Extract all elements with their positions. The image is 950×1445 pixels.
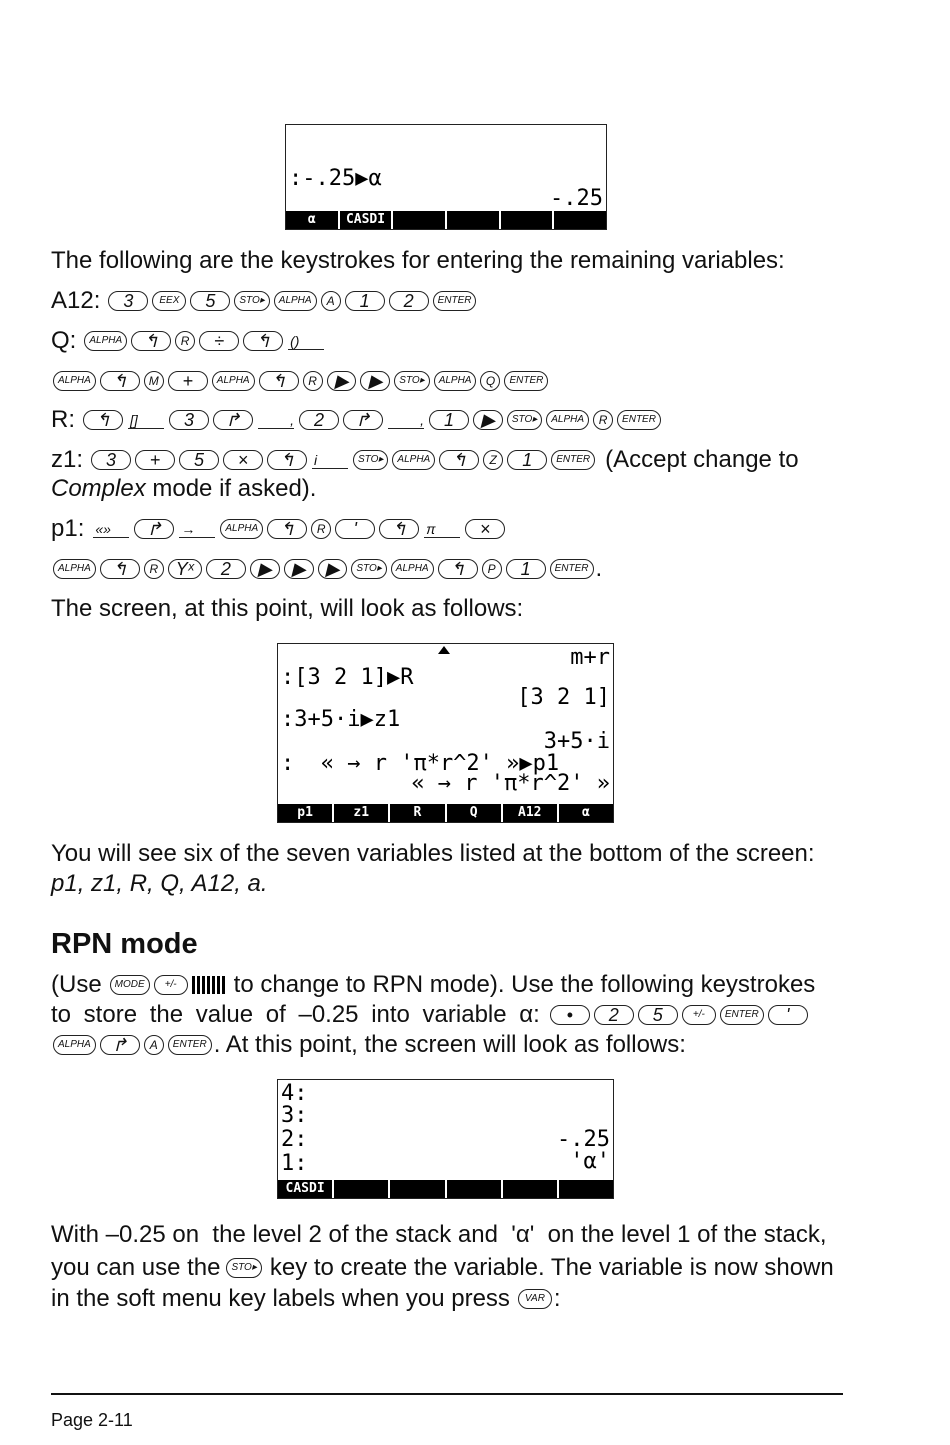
final-line-2 (51, 1253, 834, 1283)
stack-level-2: 2: (281, 1127, 308, 1152)
softkey: CASDI (278, 1180, 334, 1198)
key-plus: + (168, 371, 208, 391)
key-m: M (144, 371, 164, 391)
screen2-softmenu (278, 804, 613, 822)
screen1-line2: -.25 (550, 186, 603, 211)
rpn-text-4: . At this point, the screen will look as follows: (213, 1031, 686, 1058)
key-z: Z (483, 450, 503, 470)
key-alpha: ALPHA (53, 559, 96, 579)
stack-level-4: 4: (281, 1081, 308, 1106)
key-5: 5 (179, 450, 219, 470)
key-eex: EEX (152, 291, 186, 311)
key-tick: ' (335, 519, 375, 539)
key-sto: STO▸ (351, 559, 386, 579)
key-right-arrow: ▶ (327, 371, 357, 391)
six-vars-list: p1, z1, R, Q, A12, a. (51, 870, 268, 897)
key-sto: STO▸ (507, 410, 542, 430)
key-left-shift: ↰ (83, 410, 123, 430)
key-plusminus: +/- (154, 975, 188, 995)
sub-program-delimiters: «» (93, 521, 129, 538)
final-text-3b: : (553, 1285, 561, 1312)
key-enter: ENTER (433, 291, 477, 311)
key-enter: ENTER (168, 1035, 212, 1055)
key-r: R (175, 331, 195, 351)
key-alpha: ALPHA (84, 331, 127, 351)
q-label: Q: (51, 327, 77, 354)
key-alpha: ALPHA (546, 410, 589, 430)
key-1: 1 (507, 450, 547, 470)
key-alpha: ALPHA (391, 559, 434, 579)
footer-rule (51, 1393, 843, 1395)
key-divide: ÷ (199, 331, 239, 351)
key-enter: ENTER (551, 450, 595, 470)
key-1: 1 (506, 559, 546, 579)
softkey (501, 211, 555, 229)
sub-parentheses: () (288, 333, 324, 350)
softkey-alpha: α (582, 805, 590, 820)
key-5: 5 (190, 291, 230, 311)
key-5: 5 (638, 1005, 678, 1025)
screen1-line1: :-.25▶α (289, 166, 382, 191)
key-right-arrow: ▶ (318, 559, 348, 579)
r-label: R: (51, 406, 75, 433)
key-left-shift: ↰ (100, 559, 140, 579)
key-enter: ENTER (617, 410, 661, 430)
rpn-line-3 (51, 1030, 686, 1060)
key-enter: ENTER (720, 1005, 764, 1025)
softkey: CASDI (340, 211, 394, 229)
final-line-3 (51, 1284, 561, 1314)
z1-keystrokes (51, 445, 799, 475)
key-2: 2 (206, 559, 246, 579)
screen2-top-right: m+r (570, 645, 610, 670)
screen1-softmenu (286, 211, 606, 229)
softkey (393, 211, 447, 229)
key-left-shift: ↰ (259, 371, 299, 391)
a12-label: A12: (51, 287, 101, 314)
key-2: 2 (389, 291, 429, 311)
key-left-shift: ↰ (438, 559, 478, 579)
screen2-line5: : « → r 'π*r^2' »▶p1 (281, 751, 560, 776)
key-sto: STO▸ (394, 371, 429, 391)
key-r: R (311, 519, 331, 539)
key-r: R (593, 410, 613, 430)
key-times: × (223, 450, 263, 470)
key-sto: STO▸ (234, 291, 269, 311)
z1-note-continued (51, 474, 316, 504)
key-var: VAR (518, 1289, 552, 1309)
q-keystrokes (51, 326, 327, 356)
a12-keystrokes (51, 286, 478, 316)
key-right-shift: ↱ (213, 410, 253, 430)
key-1: 1 (345, 291, 385, 311)
stack-level-1: 1: (281, 1151, 308, 1176)
q-keystrokes-continued (51, 366, 550, 396)
p1-keystrokes (51, 514, 507, 544)
key-alpha: ALPHA (53, 371, 96, 391)
key-alpha: ALPHA (274, 291, 317, 311)
key-plusminus: +/- (682, 1005, 716, 1025)
key-sto: STO▸ (353, 450, 388, 470)
screen2-line1: :[3 2 1]▶R (281, 665, 414, 690)
screen2-line4: 3+5·i (543, 729, 610, 754)
z1-note: (Accept change to (605, 446, 799, 473)
screen2-line3: :3+5·i▶z1 (281, 707, 401, 732)
r-keystrokes (51, 405, 663, 435)
final-text-2a: you can use the (51, 1254, 221, 1281)
key-enter: ENTER (550, 559, 594, 579)
softkey (447, 211, 501, 229)
softkey (559, 1180, 613, 1198)
z1-label: z1: (51, 446, 84, 473)
key-sto: STO▸ (226, 1258, 261, 1278)
key-right-shift: ↱ (100, 1035, 140, 1055)
key-3: 3 (108, 291, 148, 311)
key-a: A (321, 291, 341, 311)
softkey: α (286, 211, 340, 229)
softkey-a12: A12 (503, 804, 559, 822)
key-right-shift: ↱ (134, 519, 174, 539)
complex-word: Complex (51, 475, 146, 502)
softkey (447, 1180, 503, 1198)
key-right-shift: ↱ (343, 410, 383, 430)
six-vars-text: You will see six of the seven variables listed at the bottom of the screen: (51, 840, 815, 867)
key-alpha: ALPHA (220, 519, 263, 539)
screen-note: The screen, at this point, will look as follows: (51, 595, 524, 622)
softkey-p1: p1 (278, 804, 334, 822)
calculator-screen-2 (277, 643, 614, 823)
sub-comma: , (388, 412, 424, 429)
sub-comma: , (258, 412, 294, 429)
sub-arrow: → (179, 521, 215, 538)
rpn-heading: RPN mode (51, 928, 198, 960)
key-p: P (482, 559, 502, 579)
key-times: × (465, 519, 505, 539)
softkey-q: Q (447, 804, 503, 822)
intro-text: The following are the keystrokes for entering the remaining variables: (51, 247, 785, 274)
key-right-arrow: ▶ (284, 559, 314, 579)
rpn-text-1: (Use (51, 971, 102, 998)
screen2-line2: [3 2 1] (517, 685, 610, 710)
softkey (554, 211, 606, 229)
final-text-1: With –0.25 on the level 2 of the stack and 'α' on the level 1 of the stack, (51, 1221, 827, 1248)
stack-level-3: 3: (281, 1103, 308, 1128)
key-alpha: ALPHA (53, 1035, 96, 1055)
key-plus: + (135, 450, 175, 470)
final-line-1 (51, 1220, 827, 1250)
p1-keystrokes-continued: ALPHA ↰ R Yˣ 2 ▶ ▶ ▶ STO▸ ALPHA ↰ P 1 ENTER . (51, 554, 602, 584)
rpn-text-2: to change to RPN mode). Use the following keystrokes (233, 971, 816, 998)
key-dot: • (550, 1005, 590, 1025)
z1-note-rest: mode if asked). (145, 475, 317, 502)
screen3-softmenu (278, 1180, 613, 1198)
stack-value-1: 'α' (570, 1149, 610, 1174)
key-right-arrow: ▶ (250, 559, 280, 579)
rpn-line-1 (51, 970, 815, 1000)
page-number: Page 2-11 (51, 1410, 133, 1430)
key-2: 2 (299, 410, 339, 430)
key-1: 1 (429, 410, 469, 430)
ok-softkey-icon (192, 976, 226, 994)
key-right-arrow: ▶ (473, 410, 503, 430)
softkey (334, 1180, 390, 1198)
key-mode: MODE (110, 975, 150, 995)
key-left-shift: ↰ (267, 450, 307, 470)
key-r: R (303, 371, 323, 391)
key-2: 2 (594, 1005, 634, 1025)
p1-label: p1: (51, 515, 85, 542)
key-enter: ENTER (504, 371, 548, 391)
key-a: A (144, 1035, 164, 1055)
key-left-shift: ↰ (100, 371, 140, 391)
key-right-arrow: ▶ (360, 371, 390, 391)
softkey-r: R (390, 804, 446, 822)
softkey (390, 1180, 446, 1198)
key-left-shift: ↰ (439, 450, 479, 470)
calculator-screen-1 (285, 124, 607, 230)
key-left-shift: ↰ (379, 519, 419, 539)
sub-pi: π (424, 521, 460, 538)
key-y-power-x: Yˣ (168, 559, 202, 579)
key-left-shift: ↰ (267, 519, 307, 539)
screen2-line6: « → r 'π*r^2' » (411, 771, 610, 796)
key-alpha: ALPHA (434, 371, 477, 391)
final-text-2b: key to create the variable. The variable is now shown (269, 1254, 834, 1281)
key-left-shift: ↰ (131, 331, 171, 351)
calculator-screen-3 (277, 1079, 614, 1199)
sub-i: i (312, 452, 348, 469)
stack-value-2: -.25 (557, 1127, 610, 1152)
key-alpha: ALPHA (392, 450, 435, 470)
key-r: R (144, 559, 164, 579)
key-alpha: ALPHA (212, 371, 255, 391)
rpn-text-3: to store the value of –0.25 into variable α: (51, 1001, 540, 1028)
key-q: Q (480, 371, 500, 391)
softkey (503, 1180, 559, 1198)
key-left-shift: ↰ (243, 331, 283, 351)
key-tick: ' (768, 1005, 808, 1025)
softkey-z1: z1 (334, 804, 390, 822)
rpn-line-2 (51, 1000, 810, 1030)
key-3: 3 (169, 410, 209, 430)
final-text-3a: in the soft menu key labels when you press (51, 1285, 510, 1312)
sub-brackets: [] (128, 412, 164, 429)
key-3: 3 (91, 450, 131, 470)
